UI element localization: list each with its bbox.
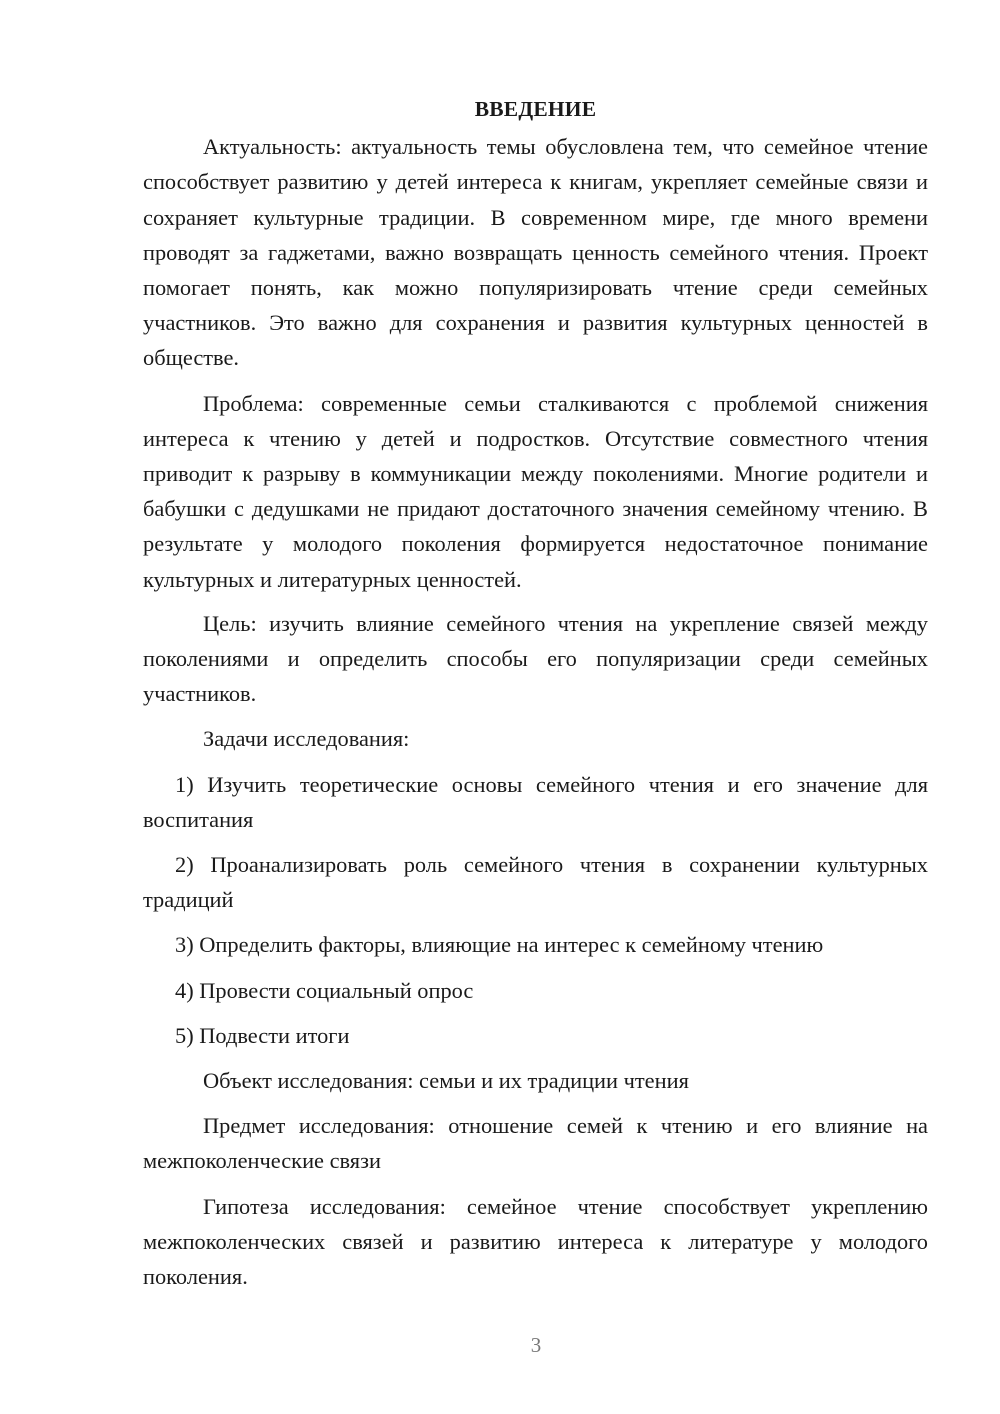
research-object: Объект исследования: семьи и их традиции чтения: [203, 1068, 689, 1094]
task-item: 3) Определить факторы, влияющие на интерес к семейному чтению: [175, 932, 824, 958]
tasks-heading: Задачи исследования:: [203, 726, 410, 752]
page-number: 3: [530, 1333, 542, 1357]
paragraph-problem: Проблема: современные семьи сталкиваются с проблемой снижения интереса к чтению у детей и подростков. Отсутствие совместного чтения приводит к разрыву в коммуникации между поколениями. Многие родители и бабушки с дедушками не придают достаточного значения семейному чтению. В результате у молодого поколения формируется недостаточное понимание культурных и литературных ценностей.: [143, 390, 928, 592]
research-hypothesis: Гипотеза исследования: семейное чтение способствует укреплению межпоколенческих связей и развитию интереса к литературе у молодого поколения.: [143, 1193, 928, 1290]
task-item: 5) Подвести итоги: [175, 1022, 350, 1048]
research-subject: Предмет исследования: отношение семей к чтению и его влияние на межпоколенческие связи: [143, 1113, 928, 1174]
task-item: 4) Провести социальный опрос: [175, 977, 474, 1003]
paragraph-actuality: Актуальность: актуальность темы обусловлена тем, что семейное чтение способствует развитию у детей интереса к книгам, укрепляет семейные связи и сохраняет культурные традиции. В современном мире, где много времени проводят за гаджетами, важно возвращать ценность семейного чтения. Проект помогает понять, как можно популяризировать чтение среди семейных участников. Это важно для сохранения и развития культурных ценностей в обществе.: [143, 134, 928, 371]
page-content: [143, 92, 928, 1304]
task-item: 2) Проанализировать роль семейного чтения в сохранении культурных традиций: [143, 852, 928, 913]
task-item: 1) Изучить теоретические основы семейного чтения и его значение для воспитания: [143, 771, 928, 832]
section-title: ВВЕДЕНИЕ: [474, 97, 597, 121]
paragraph-goal: Цель: изучить влияние семейного чтения на укрепление связей между поколениями и определить способы его популяризации среди семейных участников.: [143, 610, 928, 707]
